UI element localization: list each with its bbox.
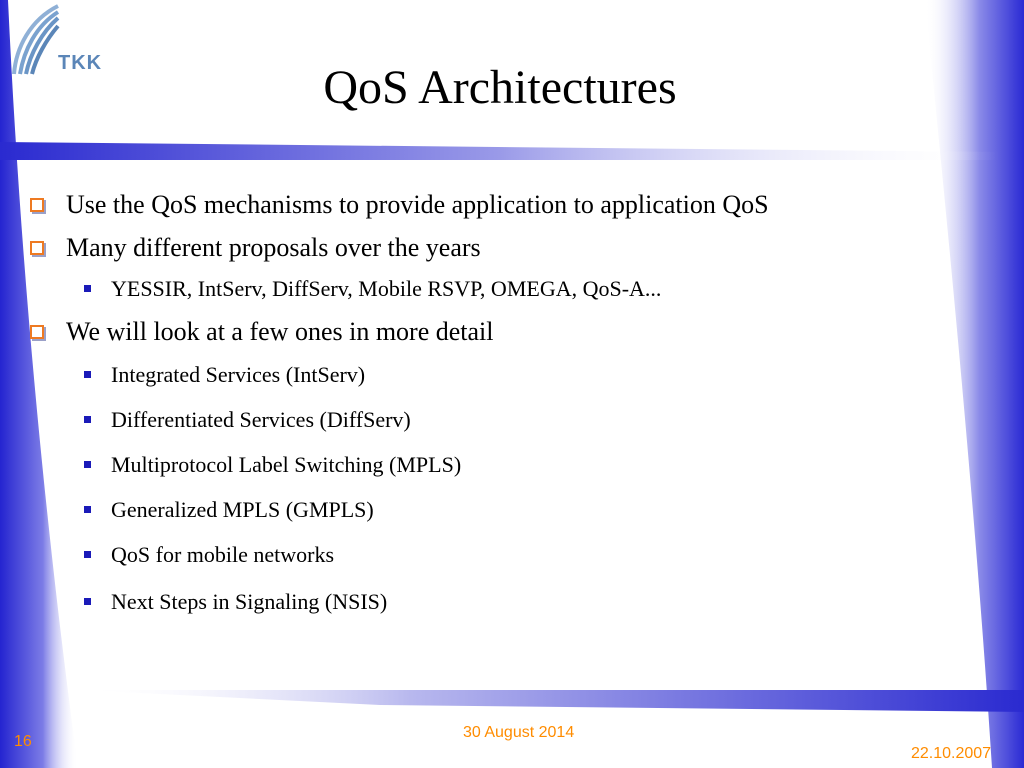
bullet-text: Use the QoS mechanisms to provide application to application QoS: [66, 190, 769, 219]
footer-right-date: 22.10.2007: [911, 745, 992, 762]
page-number: 16: [14, 733, 32, 750]
bullet-text: Next Steps in Signaling (NSIS): [111, 589, 388, 614]
bullet-text: Integrated Services (IntServ): [111, 362, 366, 387]
bullet-text: Many different proposals over the years: [66, 233, 481, 262]
bullet-text: Multiprotocol Label Switching (MPLS): [111, 452, 462, 477]
bullet-text: YESSIR, IntServ, DiffServ, Mobile RSVP, OMEGA, QoS-A...: [111, 276, 662, 301]
bullet-text: QoS for mobile networks: [111, 542, 335, 567]
hollow-square-bullet-icon: [30, 241, 44, 255]
filled-square-bullet-icon: [84, 416, 91, 423]
filled-square-bullet-icon: [84, 506, 91, 513]
bullet-text: Differentiated Services (DiffServ): [111, 407, 411, 432]
tkk-logo-text: TKK: [58, 52, 103, 74]
bullet-text: We will look at a few ones in more detail: [66, 317, 494, 346]
filled-square-bullet-icon: [84, 371, 91, 378]
filled-square-bullet-icon: [84, 551, 91, 558]
bullet-text: Generalized MPLS (GMPLS): [111, 497, 374, 522]
filled-square-bullet-icon: [84, 598, 91, 605]
filled-square-bullet-icon: [84, 461, 91, 468]
hollow-square-bullet-icon: [30, 325, 44, 339]
filled-square-bullet-icon: [84, 285, 91, 292]
slide-title: QoS Architectures: [323, 61, 677, 114]
hollow-square-bullet-icon: [30, 198, 44, 212]
footer-center-date: 30 August 2014: [463, 724, 575, 741]
